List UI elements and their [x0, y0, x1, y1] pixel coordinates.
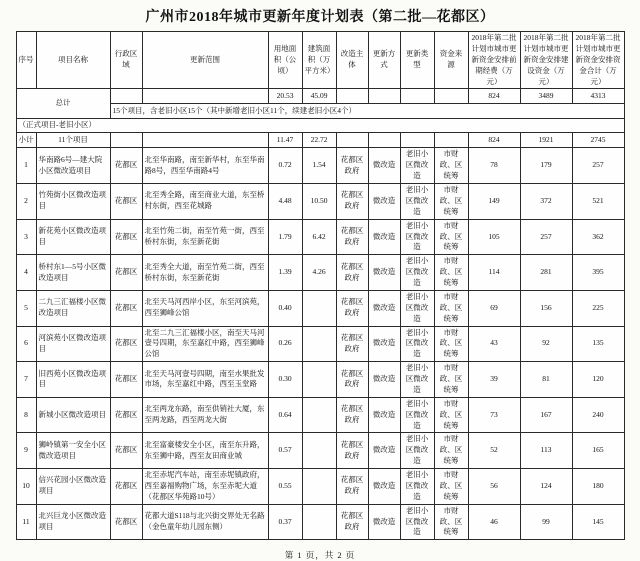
cell-pre-fee: 69: [468, 290, 520, 326]
col-header-total-fund: 2018年第二批计划市城市更新资金安排资金合计（万元）: [572, 32, 624, 89]
col-header-mode: 更新方式: [368, 32, 400, 89]
cell-build-fund: 156: [520, 290, 572, 326]
project-row: [16, 326, 624, 362]
cell-no: 7: [16, 362, 36, 398]
cell-floor-area: 10.50: [302, 184, 336, 220]
cell-floor-area: [302, 433, 336, 469]
cell-no: 4: [16, 255, 36, 291]
cell-floor-area: [302, 504, 336, 540]
total-pre-fee: 824: [468, 89, 520, 104]
cell-subject: 花都区政府: [336, 362, 368, 398]
cell-build-fund: 372: [520, 184, 572, 220]
subtotal-row: [16, 133, 624, 148]
cell-build-fund: 92: [520, 326, 572, 362]
cell-no: 3: [16, 219, 36, 255]
cell-floor-area: [302, 397, 336, 433]
cell-type: 老旧小区微改造: [400, 255, 434, 291]
cell-project-name: 桥村东1—5号小区微改造项目: [36, 255, 110, 291]
project-row: [16, 290, 624, 326]
cell-scope: 花都大道S118与北兴街交界处无名路（金色童年幼儿园东侧）: [142, 504, 268, 540]
cell-project-name: 竹苑街小区微改造项目: [36, 184, 110, 220]
cell-source: 市财政、区统筹: [434, 219, 468, 255]
cell-source: 市财政、区统筹: [434, 362, 468, 398]
cell-land-area: 0.40: [268, 290, 302, 326]
subtotal-pre-fee: 824: [468, 133, 520, 148]
subtotal-total-fund: 2745: [572, 133, 624, 148]
cell-project-name: 新花苑小区微改造项目: [36, 219, 110, 255]
cell-scope: 北至富豪楼安全小区，南至东升路，东至狮中路，西至友田商业城: [142, 433, 268, 469]
project-row: [16, 469, 624, 505]
cell-floor-area: 6.42: [302, 219, 336, 255]
project-row: [16, 433, 624, 469]
subtotal-land-area: 11.47: [268, 133, 302, 148]
cell-district: 花都区: [110, 397, 142, 433]
cell-no: 10: [16, 469, 36, 505]
total-label: 总计: [16, 89, 110, 119]
cell-build-fund: 124: [520, 469, 572, 505]
cell-mode: 微改造: [368, 362, 400, 398]
cell-no: 6: [16, 326, 36, 362]
cell-no: 11: [16, 504, 36, 540]
cell-land-area: 0.30: [268, 362, 302, 398]
col-header-floor-area: 建筑面积（万平方米）: [302, 32, 336, 89]
cell-type: 老旧小区微改造: [400, 290, 434, 326]
subtotal-mode: [368, 133, 400, 148]
project-row: [16, 184, 624, 220]
project-row: [16, 397, 624, 433]
total-type: [400, 89, 434, 104]
cell-district: 花都区: [110, 326, 142, 362]
cell-project-name: 华南路6号—建大院小区微改造项目: [36, 148, 110, 184]
cell-land-area: 0.26: [268, 326, 302, 362]
col-header-no: 序号: [16, 32, 36, 89]
cell-no: 1: [16, 148, 36, 184]
cell-mode: 微改造: [368, 397, 400, 433]
cell-type: 老旧小区微改造: [400, 219, 434, 255]
cell-build-fund: 179: [520, 148, 572, 184]
cell-district: 花都区: [110, 362, 142, 398]
total-mode: [368, 89, 400, 104]
cell-district: 花都区: [110, 148, 142, 184]
cell-scope: 北至天马河西岸小区，东至河滨苑，西至狮峰公馆: [142, 290, 268, 326]
cell-district: 花都区: [110, 255, 142, 291]
cell-total-fund: 257: [572, 148, 624, 184]
cell-project-name: 二九三汇福楼小区微改造项目: [36, 290, 110, 326]
cell-build-fund: 99: [520, 504, 572, 540]
cell-land-area: 0.64: [268, 397, 302, 433]
cell-no: 5: [16, 290, 36, 326]
cell-source: 市财政、区统筹: [434, 184, 468, 220]
subtotal-build-fund: 1921: [520, 133, 572, 148]
subtotal-scope: [142, 133, 268, 148]
cell-land-area: 0.37: [268, 504, 302, 540]
page-title: 广州市2018年城市更新年度计划表（第二批—花都区）: [145, 10, 495, 25]
table-body: [16, 89, 624, 540]
cell-mode: 微改造: [368, 469, 400, 505]
cell-mode: 微改造: [368, 326, 400, 362]
cell-subject: 花都区政府: [336, 148, 368, 184]
cell-no: 8: [16, 397, 36, 433]
cell-source: 市财政、区统筹: [434, 326, 468, 362]
cell-total-fund: 395: [572, 255, 624, 291]
subtotal-subject: [336, 133, 368, 148]
cell-total-fund: 240: [572, 397, 624, 433]
col-header-pre-fee: 2018年第二批计划市城市更新资金安排前期经费（万元）: [468, 32, 520, 89]
cell-mode: 微改造: [368, 148, 400, 184]
col-header-land-area: 用地面积（公顷）: [268, 32, 302, 89]
page-number: 第 1 页，共 2 页: [284, 550, 356, 561]
cell-source: 市财政、区统筹: [434, 397, 468, 433]
cell-scope: 北至天马河壹号四期，南至水果批发市场，东至嘉红中路，西至玉堂路: [142, 362, 268, 398]
cell-floor-area: [302, 469, 336, 505]
subtotal-source: [434, 133, 468, 148]
cell-source: 市财政、区统筹: [434, 148, 468, 184]
cell-pre-fee: 43: [468, 326, 520, 362]
cell-type: 老旧小区微改造: [400, 504, 434, 540]
cell-source: 市财政、区统筹: [434, 433, 468, 469]
cell-project-name: 新城小区微改造项目: [36, 397, 110, 433]
cell-floor-area: [302, 326, 336, 362]
cell-build-fund: 167: [520, 397, 572, 433]
cell-subject: 花都区政府: [336, 290, 368, 326]
cell-floor-area: [302, 290, 336, 326]
cell-pre-fee: 52: [468, 433, 520, 469]
col-header-project-name: 项目名称: [36, 32, 110, 89]
cell-pre-fee: 39: [468, 362, 520, 398]
col-header-build-fund: 2018年第二批计划市城市更新资金安排建设资金（万元）: [520, 32, 572, 89]
cell-type: 老旧小区微改造: [400, 148, 434, 184]
subtotal-district: [110, 133, 142, 148]
cell-scope: 北至二九三汇福楼小区，南至天马河壹号四期，东至嘉红中路，西至狮峰公馆: [142, 326, 268, 362]
cell-district: 花都区: [110, 433, 142, 469]
cell-district: 花都区: [110, 504, 142, 540]
cell-source: 市财政、区统筹: [434, 255, 468, 291]
cell-type: 老旧小区微改造: [400, 326, 434, 362]
cell-mode: 微改造: [368, 290, 400, 326]
cell-land-area: 0.55: [268, 469, 302, 505]
total-floor-area: 45.09: [302, 89, 336, 104]
cell-type: 老旧小区微改造: [400, 469, 434, 505]
total-note: 15个项目，含老旧小区15个（其中新增老旧小区11个，续建老旧小区4个）: [110, 104, 624, 119]
section-row: [16, 119, 624, 133]
total-row: [16, 89, 624, 104]
project-row: [16, 148, 624, 184]
cell-subject: 花都区政府: [336, 397, 368, 433]
cell-pre-fee: 149: [468, 184, 520, 220]
cell-no: 2: [16, 184, 36, 220]
cell-total-fund: 145: [572, 504, 624, 540]
col-header-scope: 更新范围: [142, 32, 268, 89]
cell-scope: 北至秀全大道，南至竹苑二街，西至桥村东街，东至新花街: [142, 255, 268, 291]
cell-district: 花都区: [110, 469, 142, 505]
cell-mode: 微改造: [368, 184, 400, 220]
total-total-fund: 4313: [572, 89, 624, 104]
cell-mode: 微改造: [368, 504, 400, 540]
cell-subject: 花都区政府: [336, 184, 368, 220]
section-label: （正式项目-老旧小区）: [16, 119, 624, 133]
cell-total-fund: 165: [572, 433, 624, 469]
col-header-subject: 改造主体: [336, 32, 368, 89]
cell-project-name: 信兴花园小区微改造项目: [36, 469, 110, 505]
col-header-type: 更新类型: [400, 32, 434, 89]
total-subject: [336, 89, 368, 104]
cell-build-fund: 81: [520, 362, 572, 398]
cell-total-fund: 225: [572, 290, 624, 326]
cell-type: 老旧小区微改造: [400, 397, 434, 433]
subtotal-type: [400, 133, 434, 148]
cell-build-fund: 281: [520, 255, 572, 291]
cell-scope: 北至秀全路，南至商业大道，东至桥村东街，西至花城路: [142, 184, 268, 220]
cell-pre-fee: 105: [468, 219, 520, 255]
subtotal-label: 小计: [16, 133, 36, 148]
cell-pre-fee: 56: [468, 469, 520, 505]
cell-land-area: 1.79: [268, 219, 302, 255]
cell-pre-fee: 46: [468, 504, 520, 540]
cell-no: 9: [16, 433, 36, 469]
cell-type: 老旧小区微改造: [400, 433, 434, 469]
total-land-area: 20.53: [268, 89, 302, 104]
cell-land-area: 0.72: [268, 148, 302, 184]
header-row: [16, 32, 624, 89]
cell-subject: 花都区政府: [336, 504, 368, 540]
cell-total-fund: 521: [572, 184, 624, 220]
cell-mode: 微改造: [368, 433, 400, 469]
cell-scope: 北至两龙东路，南至供销社大厦，东至两龙路，西至两龙大街: [142, 397, 268, 433]
cell-project-name: 狮岭镇第一安全小区微改造项目: [36, 433, 110, 469]
cell-district: 花都区: [110, 184, 142, 220]
cell-total-fund: 180: [572, 469, 624, 505]
cell-scope: 北至竹苑二街，南至竹苑一街，西至桥村东街，东至新花街: [142, 219, 268, 255]
col-header-source: 资金来源: [434, 32, 468, 89]
cell-pre-fee: 73: [468, 397, 520, 433]
cell-type: 老旧小区微改造: [400, 362, 434, 398]
cell-total-fund: 362: [572, 219, 624, 255]
cell-subject: 花都区政府: [336, 433, 368, 469]
project-row: [16, 362, 624, 398]
cell-scope: 北至赤坭汽车站，南至赤坭镇政府，西至嘉福购物广场，东至赤坭大道（花都区华苑路10号）: [142, 469, 268, 505]
cell-mode: 微改造: [368, 255, 400, 291]
cell-type: 老旧小区微改造: [400, 184, 434, 220]
cell-pre-fee: 78: [468, 148, 520, 184]
cell-pre-fee: 114: [468, 255, 520, 291]
plan-table: [16, 31, 625, 540]
cell-build-fund: 113: [520, 433, 572, 469]
total-scope: [142, 89, 268, 104]
total-build-fund: 3489: [520, 89, 572, 104]
cell-subject: 花都区政府: [336, 255, 368, 291]
project-row: [16, 219, 624, 255]
cell-mode: 微改造: [368, 219, 400, 255]
cell-subject: 花都区政府: [336, 326, 368, 362]
cell-floor-area: 1.54: [302, 148, 336, 184]
cell-source: 市财政、区统筹: [434, 290, 468, 326]
cell-district: 花都区: [110, 219, 142, 255]
project-row: [16, 504, 624, 540]
subtotal-name: 11个项目: [36, 133, 110, 148]
subtotal-floor-area: 22.72: [302, 133, 336, 148]
project-row: [16, 255, 624, 291]
cell-source: 市财政、区统筹: [434, 469, 468, 505]
cell-project-name: 北兴巨龙小区微改造项目: [36, 504, 110, 540]
cell-floor-area: 4.26: [302, 255, 336, 291]
cell-scope: 北至华南路，南至新华村，东至华南路8号，西至华南路4号: [142, 148, 268, 184]
cell-floor-area: [302, 362, 336, 398]
cell-subject: 花都区政府: [336, 469, 368, 505]
cell-subject: 花都区政府: [336, 219, 368, 255]
cell-total-fund: 135: [572, 326, 624, 362]
total-district: [110, 89, 142, 104]
cell-total-fund: 120: [572, 362, 624, 398]
cell-build-fund: 257: [520, 219, 572, 255]
total-source: [434, 89, 468, 104]
cell-project-name: 旧西苑小区微改造项目: [36, 362, 110, 398]
cell-land-area: 1.39: [268, 255, 302, 291]
cell-land-area: 0.57: [268, 433, 302, 469]
cell-source: 市财政、区统筹: [434, 504, 468, 540]
cell-project-name: 河滨苑小区微改造项目: [36, 326, 110, 362]
cell-land-area: 4.48: [268, 184, 302, 220]
col-header-district: 行政区域: [110, 32, 142, 89]
cell-district: 花都区: [110, 290, 142, 326]
